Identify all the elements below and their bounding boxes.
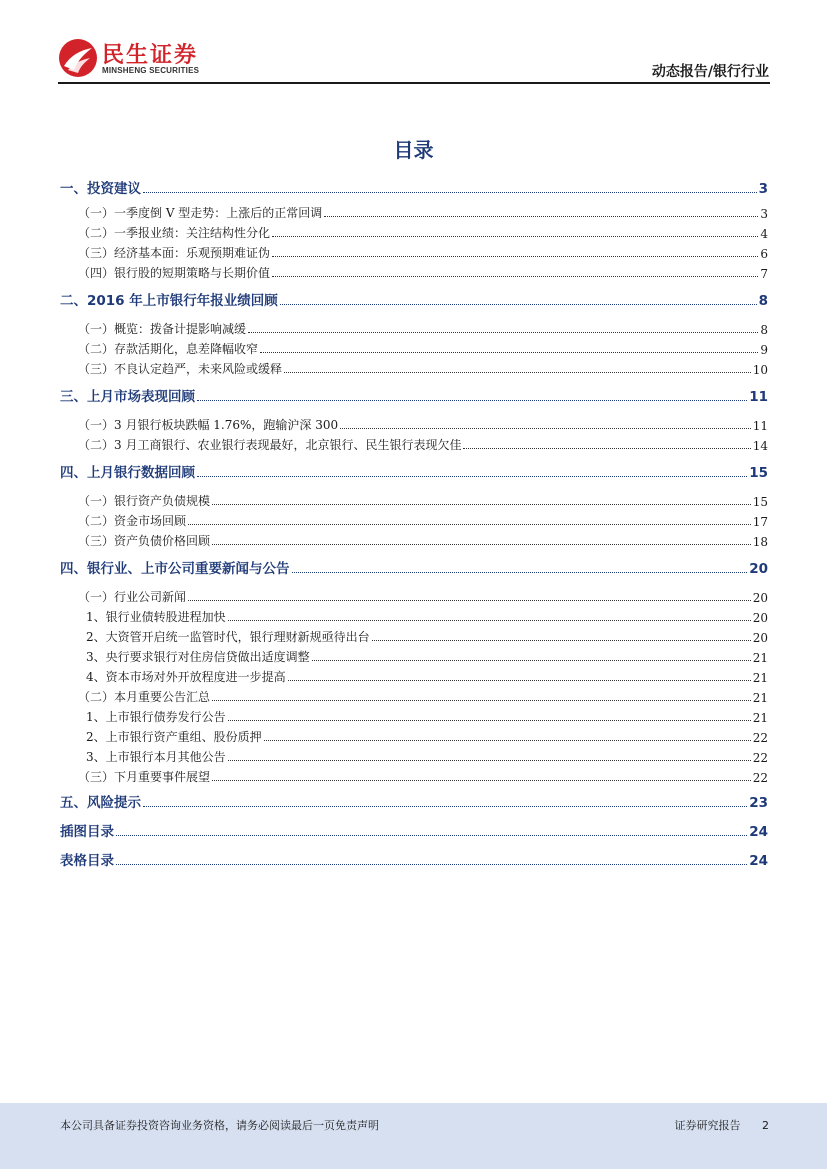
toc-leader-dots: [212, 779, 751, 781]
toc-entry-page: 21: [752, 671, 768, 685]
toc-leader-dots: [264, 739, 751, 741]
report-type: 动态报告/银行行业: [651, 64, 769, 80]
toc-entry-page: 14: [752, 439, 768, 453]
toc-entry-page: 3: [758, 181, 768, 197]
toc-leader-dots: [228, 619, 751, 621]
toc-leader-dots: [143, 805, 747, 807]
toc-entry-page: 9: [760, 343, 768, 357]
footer-label: 证券研究报告: [674, 1119, 741, 1132]
toc-entry-page: 11: [752, 419, 768, 433]
toc-leader-dots: [284, 371, 751, 373]
toc-entry-page: 17: [752, 515, 768, 529]
toc-entry-page: 21: [752, 691, 768, 705]
toc-entry-page: 21: [752, 711, 768, 725]
toc-entry[interactable]: [60, 261, 768, 281]
toc-leader-dots: [212, 699, 751, 701]
toc-leader-dots: [272, 255, 758, 257]
toc-entry[interactable]: [60, 585, 768, 605]
toc-entry[interactable]: [60, 765, 768, 785]
toc-entry[interactable]: [60, 289, 768, 309]
toc-leader-dots: [248, 331, 758, 333]
toc-entry[interactable]: [60, 665, 768, 685]
toc-entry-page: 8: [758, 293, 768, 309]
toc-entry-title: （一）3 月银行板块跌幅 1.76%，跑输沪深 300: [78, 418, 339, 432]
toc-leader-dots: [260, 351, 758, 353]
minsheng-logo-icon: [58, 38, 98, 78]
toc-leader-dots: [212, 543, 751, 545]
toc-title: 目录: [393, 138, 434, 162]
toc-entry-title: 1、上市银行债券发行公告: [86, 710, 226, 724]
toc-entry-page: 15: [749, 465, 768, 481]
toc-entry-page: 22: [752, 751, 768, 765]
toc-entry-title: （四）银行股的短期策略与长期价值: [78, 266, 271, 280]
toc-entry-page: 21: [752, 651, 768, 665]
toc-entry-page: 15: [752, 495, 768, 509]
footer-disclaimer: 本公司具备证券投资咨询业务资格，请务必阅读最后一页免责声明: [60, 1119, 379, 1132]
toc-entry-title: （三）不良认定趋严，未来风险或缓释: [78, 362, 283, 376]
toc-leader-dots: [372, 639, 751, 641]
toc-entry-title: （一）行业公司新闻: [78, 590, 187, 604]
toc-leader-dots: [340, 427, 751, 429]
toc-entry[interactable]: [60, 241, 768, 261]
logo-english-name: MINSHENG SECURITIES: [102, 66, 200, 75]
toc-entry-title: （三）下月重要事件展望: [78, 770, 211, 784]
toc-entry[interactable]: [60, 849, 768, 869]
toc-leader-dots: [116, 834, 747, 836]
toc-entry[interactable]: [60, 177, 768, 197]
toc-entry-page: 3: [760, 207, 768, 221]
toc-entry[interactable]: [60, 337, 768, 357]
toc-entry-title: （二）一季报业绩：关注结构性分化: [78, 226, 271, 240]
toc-entry-title: （一）银行资产负债规模: [78, 494, 211, 508]
toc-entry[interactable]: [60, 433, 768, 453]
toc-entry-title: （二）本月重要公告汇总: [78, 690, 211, 704]
toc-entry-page: 22: [752, 731, 768, 745]
toc-entry-title: （一）概览：拨备计提影响减缓: [78, 322, 247, 336]
toc-entry-title: 表格目录: [60, 853, 114, 869]
page-header: [0, 0, 827, 90]
toc-entry[interactable]: [60, 509, 768, 529]
toc-entry-title: 四、银行业、上市公司重要新闻与公告: [60, 561, 290, 577]
toc-entry-page: 23: [749, 795, 768, 811]
toc-entry-title: 插图目录: [60, 824, 114, 840]
toc-leader-dots: [188, 523, 751, 525]
toc-entry-page: 4: [760, 227, 768, 241]
toc-entry-title: 3、上市银行本月其他公告: [86, 750, 226, 764]
toc-entry-page: 18: [752, 535, 768, 549]
toc-entry[interactable]: [60, 645, 768, 665]
toc-leader-dots: [272, 275, 758, 277]
toc-entry-title: （三）经济基本面：乐观预期难证伪: [78, 246, 271, 260]
toc-entry-title: （三）资产负债价格回顾: [78, 534, 211, 548]
toc-entry-title: 一、投资建议: [60, 181, 141, 197]
toc-leader-dots: [292, 571, 748, 573]
toc-entry-page: 22: [752, 771, 768, 785]
toc-entry-page: 11: [749, 389, 768, 405]
toc-leader-dots: [197, 475, 747, 477]
toc-entry[interactable]: [60, 385, 768, 405]
toc-entry[interactable]: [60, 625, 768, 645]
toc-entry[interactable]: [60, 791, 768, 811]
footer-info: [675, 1117, 770, 1133]
toc-entry-title: （二）存款活期化，息差降幅收窄: [78, 342, 259, 356]
toc-entry-title: 2、大资管开启统一监管时代，银行理财新规亟待出台: [86, 630, 370, 644]
toc-entry-title: 1、银行业债转股进程加快: [86, 610, 226, 624]
toc-entry[interactable]: [60, 201, 768, 221]
toc-leader-dots: [324, 215, 758, 217]
toc-entry-title: 五、风险提示: [60, 795, 141, 811]
toc-entry-title: 3、央行要求银行对住房信贷做出适度调整: [86, 650, 310, 664]
toc-leader-dots: [197, 399, 747, 401]
toc-entry[interactable]: [60, 605, 768, 625]
toc-entry[interactable]: [60, 317, 768, 337]
page-number: 2: [762, 1119, 769, 1132]
toc-leader-dots: [312, 659, 751, 661]
toc-leader-dots: [212, 503, 751, 505]
toc-entry-page: 10: [752, 363, 768, 377]
toc-entry[interactable]: [60, 461, 768, 481]
company-logo: [58, 38, 238, 82]
toc-entry-page: 8: [760, 323, 768, 337]
logo-chinese-name: 民生证券: [102, 43, 199, 68]
toc-leader-dots: [228, 719, 751, 721]
toc-entry-title: （一）一季度倒 V 型走势：上涨后的正常回调: [78, 206, 323, 220]
toc-entry-page: 24: [749, 824, 768, 840]
toc-leader-dots: [463, 447, 750, 449]
toc-leader-dots: [288, 679, 751, 681]
toc-entry[interactable]: [60, 820, 768, 840]
toc-entry[interactable]: [60, 705, 768, 725]
toc-entry-page: 24: [749, 853, 768, 869]
toc-entry-title: 二、2016 年上市银行年报业绩回顾: [60, 293, 278, 309]
toc-entry[interactable]: [60, 413, 768, 433]
toc-entry-page: 20: [752, 631, 768, 645]
toc-entry[interactable]: [60, 529, 768, 549]
toc-entry[interactable]: [60, 357, 768, 377]
toc-entry-page: 20: [752, 611, 768, 625]
toc-entry-title: （二）3 月工商银行、农业银行表现最好，北京银行、民生银行表现欠佳: [78, 438, 462, 452]
toc-leader-dots: [272, 235, 758, 237]
toc-leader-dots: [188, 599, 751, 601]
toc-leader-dots: [280, 303, 757, 305]
toc-entry-title: 2、上市银行资产重组、股份质押: [86, 730, 262, 744]
toc-entry[interactable]: [60, 557, 768, 577]
header-divider: [58, 82, 770, 84]
toc-leader-dots: [228, 759, 751, 761]
toc-entry-title: 4、资本市场对外开放程度进一步提高: [86, 670, 286, 684]
toc-leader-dots: [143, 191, 757, 193]
toc-entry[interactable]: [60, 685, 768, 705]
toc-entry-page: 6: [760, 247, 768, 261]
toc-entry-page: 7: [760, 267, 768, 281]
toc-entry-title: 四、上月银行数据回顾: [60, 465, 195, 481]
page-footer: [0, 1103, 827, 1169]
toc-entry-page: 20: [749, 561, 768, 577]
toc-entry[interactable]: [60, 725, 768, 745]
toc-entry[interactable]: [60, 745, 768, 765]
toc-entry-title: 三、上月市场表现回顾: [60, 389, 195, 405]
toc-entry[interactable]: [60, 221, 768, 241]
toc-leader-dots: [116, 863, 747, 865]
toc-entry-title: （二）资金市场回顾: [78, 514, 187, 528]
toc-entry[interactable]: [60, 489, 768, 509]
toc-entry-page: 20: [752, 591, 768, 605]
